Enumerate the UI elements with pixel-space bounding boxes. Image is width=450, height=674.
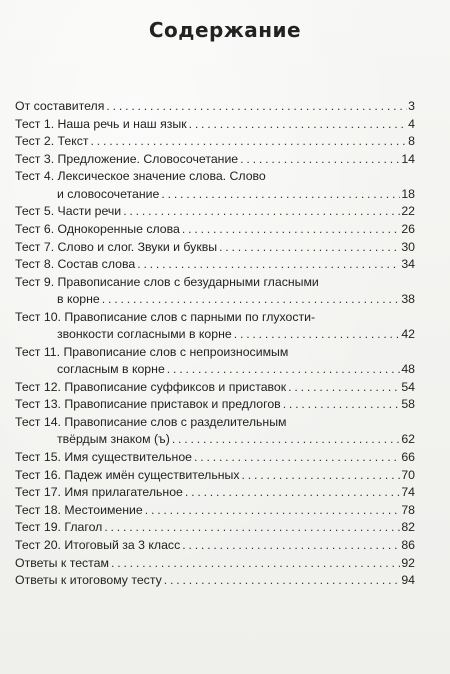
dot-leader — [182, 537, 400, 554]
toc-page-number: 54 — [401, 379, 415, 394]
toc-entry-title: Тест 1. Наша речь и наш язык — [15, 116, 187, 131]
toc-page-number: 8 — [408, 134, 415, 149]
toc-page-number: 86 — [401, 537, 415, 552]
dot-leader — [172, 431, 400, 448]
dot-leader — [242, 467, 401, 484]
toc-page-number: 94 — [401, 573, 415, 588]
toc-entry — [15, 133, 415, 150]
toc-entry-title-continuation: твёрдым знаком (ъ) — [57, 432, 170, 447]
toc-entry — [15, 502, 415, 519]
toc-entry — [15, 537, 415, 554]
dot-leader — [167, 361, 401, 378]
toc-entry-title-continuation: в корне — [57, 292, 100, 307]
dot-leader — [161, 186, 400, 203]
toc-entry-title: Тест 2. Текст — [15, 134, 89, 149]
dot-leader — [102, 291, 401, 308]
dot-leader — [283, 396, 401, 413]
toc-page-number: 34 — [401, 257, 415, 272]
toc-entry-title: Тест 10. Правописание слов с парными по глухости- — [15, 309, 316, 324]
toc-entry-title: Тест 15. Имя существительное — [15, 449, 193, 464]
toc-page-number: 48 — [401, 362, 415, 377]
toc-page-number: 66 — [401, 449, 415, 464]
toc-entry-title: Тест 3. Предложение. Словосочетание — [15, 151, 239, 166]
toc-entry — [15, 98, 415, 115]
toc-entry — [15, 221, 415, 238]
toc-entry-title: Тест 7. Слово и слог. Звуки и буквы — [15, 239, 218, 254]
toc-entry-title: Тест 8. Состав слова — [15, 257, 136, 272]
toc-entry — [15, 344, 415, 379]
dot-leader — [240, 151, 400, 168]
toc-entry-title: Тест 14. Правописание слов с разделительным — [15, 414, 287, 429]
dot-leader — [185, 484, 400, 501]
toc-entry — [15, 309, 415, 344]
toc-entry-title: Ответы к тестам — [15, 555, 109, 570]
toc-entry — [15, 274, 415, 309]
toc-page-number: 82 — [401, 520, 415, 535]
toc-entry-title: Тест 13. Правописание приставок и предлогов — [15, 397, 281, 412]
toc-page-number: 78 — [401, 502, 415, 517]
dot-leader — [137, 256, 400, 273]
toc-entry-title: Ответы к итоговому тесту — [15, 573, 162, 588]
toc-page-number: 3 — [408, 99, 415, 113]
dot-leader — [288, 379, 400, 396]
toc-entry-title: Тест 19. Глагол — [15, 520, 103, 535]
toc-page-number: 70 — [401, 467, 415, 482]
dot-leader — [145, 502, 401, 519]
toc-entry-title: Тест 6. Однокоренные слова — [15, 221, 180, 236]
toc-page-number: 62 — [401, 432, 415, 447]
dot-leader — [111, 555, 400, 572]
toc-entry-title: Тест 5. Части речи — [15, 204, 122, 219]
toc-entry-title: Тест 17. Имя прилагательное — [15, 485, 183, 500]
toc-entry-title: Тест 11. Правописание слов с непроизносимым — [15, 344, 289, 359]
toc-entry — [15, 449, 415, 466]
toc-page-number: 30 — [401, 239, 415, 254]
toc-page-number: 22 — [401, 204, 415, 219]
toc-entry-title: Тест 12. Правописание суффиксов и приставок — [15, 379, 287, 394]
toc-entry-title: Тест 16. Падеж имён существительных — [15, 467, 240, 482]
toc-entry — [15, 116, 415, 133]
toc-entry — [15, 555, 415, 572]
toc-entry-title-continuation: и словосочетание — [57, 186, 160, 201]
toc-entry — [15, 168, 415, 203]
toc-page-number: 42 — [401, 327, 415, 342]
toc-page-number: 4 — [408, 116, 415, 131]
dot-leader — [189, 116, 408, 133]
toc-entry — [15, 519, 415, 536]
toc-page-number: 92 — [401, 555, 415, 570]
toc-entry — [15, 203, 415, 220]
toc-entry-title: Тест 4. Лексическое значение слова. Слово — [15, 169, 266, 184]
dot-leader — [194, 449, 400, 466]
toc-entry-title: Тест 9. Правописание слов с безударными гласными — [15, 274, 319, 289]
toc-entry-title: Тест 20. Итоговый за 3 класс — [15, 537, 181, 552]
toc-page-number: 58 — [401, 397, 415, 412]
toc-entry — [15, 467, 415, 484]
toc-page-number: 38 — [401, 292, 415, 307]
toc-entry — [15, 484, 415, 501]
toc-entry — [15, 396, 415, 413]
toc-entry-title-continuation: звонкости согласными в корне — [57, 327, 232, 342]
dot-leader — [164, 572, 401, 589]
dot-leader — [91, 133, 408, 150]
dot-leader — [182, 221, 400, 238]
toc-entry — [15, 379, 415, 396]
dot-leader — [123, 203, 400, 220]
toc-entry — [15, 239, 415, 256]
dot-leader — [104, 519, 400, 536]
toc-entry — [15, 572, 415, 589]
toc-entry-title: От составителя — [15, 99, 105, 113]
toc-entry — [15, 256, 415, 273]
toc-entry-title: Тест 18. Местоимение — [15, 502, 143, 517]
toc-entry — [15, 151, 415, 168]
toc-page-number: 26 — [401, 221, 415, 236]
toc-entry-title-continuation: согласным в корне — [57, 362, 165, 377]
toc-entry — [15, 414, 415, 449]
table-of-contents — [15, 98, 415, 590]
toc-page-number: 14 — [401, 151, 415, 166]
toc-page-number: 18 — [401, 186, 415, 201]
dot-leader — [106, 98, 407, 115]
dot-leader — [234, 326, 401, 343]
page-title: Содержание — [148, 18, 302, 42]
toc-page-number: 74 — [401, 485, 415, 500]
dot-leader — [219, 239, 400, 256]
